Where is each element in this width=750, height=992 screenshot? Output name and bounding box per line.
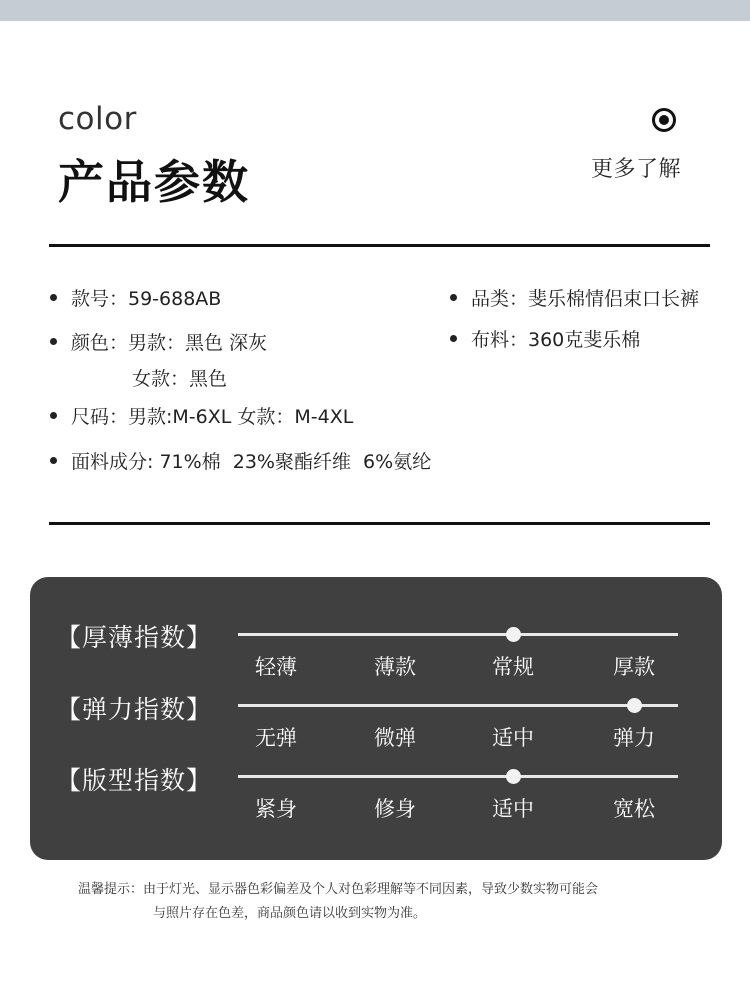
bullet-icon — [450, 294, 457, 301]
spec-composition — [50, 447, 431, 474]
fit-index-track — [238, 775, 678, 778]
bullet-icon — [50, 412, 57, 419]
spec-color — [50, 328, 267, 355]
elasticity-index-knob — [627, 698, 642, 713]
spec-style-no-text: 款号：59-688AB — [71, 288, 222, 310]
notice-line-2: 与照片存在色差，商品颜色请以收到实物为准。 — [153, 906, 427, 921]
fit-option: 修身 — [374, 797, 416, 821]
spec-category — [450, 284, 699, 311]
fit-index-knob — [506, 769, 521, 784]
spec-size — [50, 402, 353, 429]
bullet-icon — [50, 338, 57, 345]
thickness-option: 轻薄 — [255, 655, 297, 679]
spec-color-text: 颜色：男款：黑色 深灰 — [71, 332, 268, 354]
more-info-link[interactable]: 更多了解 — [591, 157, 682, 182]
spec-size-text: 尺码：男款:M-6XL 女款：M-4XL — [71, 406, 354, 428]
elasticity-option: 弹力 — [613, 726, 655, 750]
top-color-bar — [0, 0, 750, 21]
spec-fabric-text: 布料：360克斐乐棉 — [471, 329, 641, 351]
thickness-option: 厚款 — [613, 655, 655, 679]
bullet-icon — [50, 294, 57, 301]
thickness-option: 薄款 — [374, 655, 416, 679]
fit-option: 紧身 — [255, 797, 297, 821]
elasticity-index-track — [238, 704, 678, 707]
divider-bottom — [49, 522, 710, 525]
elasticity-option: 微弹 — [374, 726, 416, 750]
spec-composition-text: 面料成分: 71%棉 23%聚酯纤维 6%氨纶 — [71, 451, 432, 473]
thickness-option: 常规 — [492, 655, 534, 679]
target-circle-icon[interactable] — [652, 108, 676, 132]
spec-style-no — [50, 284, 221, 311]
thickness-index-label: 【厚薄指数】 — [56, 623, 213, 652]
elasticity-option: 无弹 — [255, 726, 297, 750]
divider-top — [49, 244, 710, 247]
thickness-index-track — [238, 633, 678, 636]
color-heading: color — [58, 101, 137, 137]
elasticity-index-label: 【弹力指数】 — [56, 695, 213, 724]
bullet-icon — [450, 335, 457, 342]
fit-option: 宽松 — [613, 797, 655, 821]
spec-color-women: 女款：黑色 — [132, 368, 228, 390]
fit-option: 适中 — [492, 797, 534, 821]
spec-fabric — [450, 325, 640, 352]
elasticity-option: 适中 — [492, 726, 534, 750]
bullet-icon — [50, 457, 57, 464]
spec-category-text: 品类：斐乐棉情侣束口长裤 — [471, 288, 700, 310]
thickness-index-knob — [506, 627, 521, 642]
page-title: 产品参数 — [58, 155, 250, 209]
notice-line-1: 温馨提示：由于灯光、显示器色彩偏差及个人对色彩理解等不同因素，导致少数实物可能会 — [78, 882, 599, 897]
fit-index-label: 【版型指数】 — [56, 766, 213, 795]
